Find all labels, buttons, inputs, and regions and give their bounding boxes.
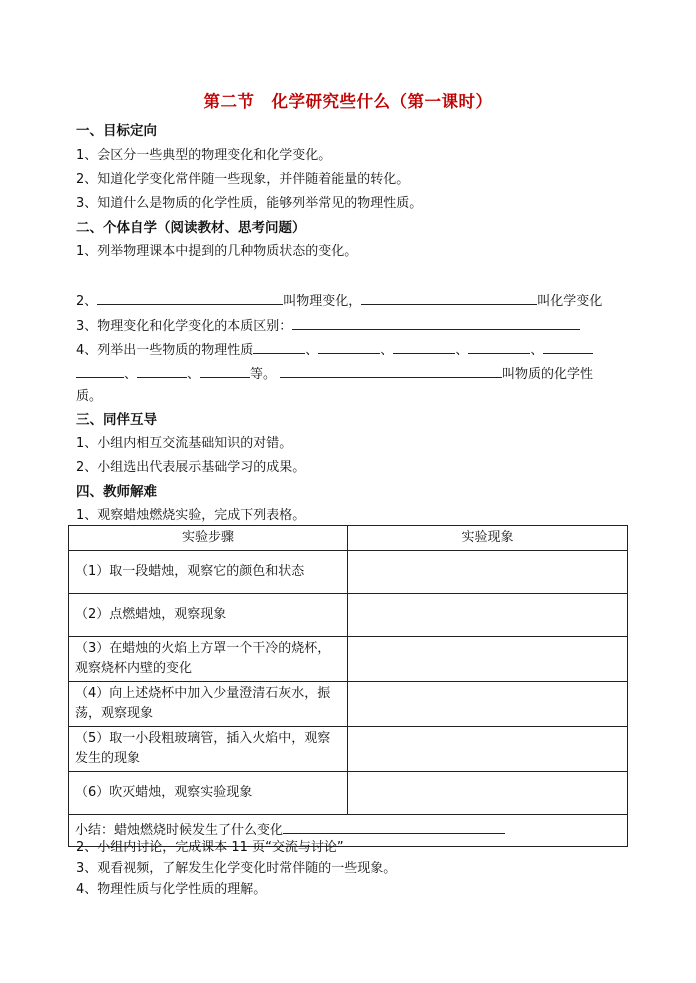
- summary-blank[interactable]: [283, 820, 505, 834]
- self-study-q4: [76, 340, 593, 360]
- goal-item-3: 3、知道什么是物质的化学性质，能够列举常见的物理性质。: [76, 196, 423, 211]
- self-study-q3: [76, 316, 580, 336]
- q2-prefix: 2、: [76, 294, 98, 309]
- step-cell: （5）取一小段粗玻璃管，插入火焰中，观察发生的现象: [69, 727, 348, 772]
- table-row: [69, 682, 628, 727]
- discussion-item-4: 4、物理性质与化学性质的理解。: [76, 882, 267, 897]
- property-blank-3[interactable]: [393, 340, 455, 354]
- separator: 、: [124, 367, 138, 382]
- step-cell: （3）在蜡烛的火焰上方罩一个干冷的烧杯，观察烧杯内壁的变化: [69, 637, 348, 682]
- separator: 、: [305, 343, 319, 358]
- separator: 、: [187, 367, 201, 382]
- summary-text: 小结：蜡烛燃烧时候发生了什么变化: [75, 823, 284, 838]
- table-row: [69, 551, 628, 594]
- self-study-q4-line2: [76, 364, 593, 384]
- table-row: [69, 727, 628, 772]
- separator: 、: [530, 343, 544, 358]
- property-blank-8[interactable]: [200, 364, 250, 378]
- chemical-property-blank[interactable]: [280, 364, 502, 378]
- table-row: [69, 594, 628, 637]
- phenomenon-cell[interactable]: [348, 682, 628, 727]
- q3-text: 3、物理变化和化学变化的本质区别：: [76, 319, 293, 334]
- section3-heading: 三、同伴互导: [76, 412, 157, 428]
- step-cell: （2）点燃蜡烛，观察现象: [69, 594, 348, 637]
- etc-text: 等。: [250, 367, 277, 382]
- phenomenon-cell[interactable]: [348, 772, 628, 815]
- self-study-q1: 1、列举物理课本中提到的几种物质状态的变化。: [76, 244, 358, 259]
- step-cell: （6）吹灭蜡烛，观察实验现象: [69, 772, 348, 815]
- goal-item-2: 2、知道化学变化常伴随一些现象，并伴随着能量的转化。: [76, 172, 410, 187]
- q4-prefix: 4、列举出一些物质的物理性质: [76, 343, 254, 358]
- section4-heading: 四、教师解难: [76, 484, 157, 500]
- peer-item-2: 2、小组选出代表展示基础学习的成果。: [76, 460, 306, 475]
- table-header-row: [69, 526, 628, 551]
- property-blank-2[interactable]: [318, 340, 380, 354]
- phenomenon-cell[interactable]: [348, 637, 628, 682]
- self-study-q2: [76, 291, 602, 311]
- separator: 、: [455, 343, 469, 358]
- step-cell: （4）向上述烧杯中加入少量澄清石灰水，振荡，观察现象: [69, 682, 348, 727]
- table-row: [69, 637, 628, 682]
- self-study-q4-line3: 质。: [76, 389, 103, 404]
- experiment-table: [68, 525, 628, 847]
- chemical-change-blank[interactable]: [361, 291, 537, 305]
- discussion-item-3: 3、观看视频，了解发生化学变化时常伴随的一些现象。: [76, 861, 397, 876]
- property-blank-6[interactable]: [76, 364, 124, 378]
- physical-change-blank[interactable]: [97, 291, 283, 305]
- experiment-intro: 1、观察蜡烛燃烧实验，完成下列表格。: [76, 508, 306, 523]
- phenomenon-cell[interactable]: [348, 727, 628, 772]
- page-title: 第二节 化学研究些什么（第一课时）: [203, 92, 493, 111]
- phenomenon-cell[interactable]: [348, 551, 628, 594]
- peer-item-1: 1、小组内相互交流基础知识的对错。: [76, 436, 293, 451]
- goal-item-1: 1、会区分一些典型的物理变化和化学变化。: [76, 148, 332, 163]
- property-blank-7[interactable]: [137, 364, 187, 378]
- step-cell: （1）取一段蜡烛，观察它的颜色和状态: [69, 551, 348, 594]
- essential-difference-blank[interactable]: [292, 316, 580, 330]
- header-steps: 实验步骤: [69, 526, 348, 551]
- q4-line2-suffix: 叫物质的化学性: [502, 367, 594, 382]
- property-blank-1[interactable]: [253, 340, 305, 354]
- discussion-item-2: 2、小组内讨论，完成课本 11 页“交流与讨论”: [76, 840, 344, 855]
- section1-heading: 一、目标定向: [76, 123, 157, 139]
- table-row: [69, 772, 628, 815]
- phenomenon-cell[interactable]: [348, 594, 628, 637]
- header-phenomena: 实验现象: [348, 526, 628, 551]
- separator: 、: [380, 343, 394, 358]
- q2-mid: 叫物理变化，: [283, 294, 362, 309]
- property-blank-4[interactable]: [468, 340, 530, 354]
- section2-heading: 二、个体自学（阅读教材、思考问题）: [76, 220, 306, 236]
- q2-suffix: 叫化学变化: [537, 294, 603, 309]
- property-blank-5[interactable]: [543, 340, 593, 354]
